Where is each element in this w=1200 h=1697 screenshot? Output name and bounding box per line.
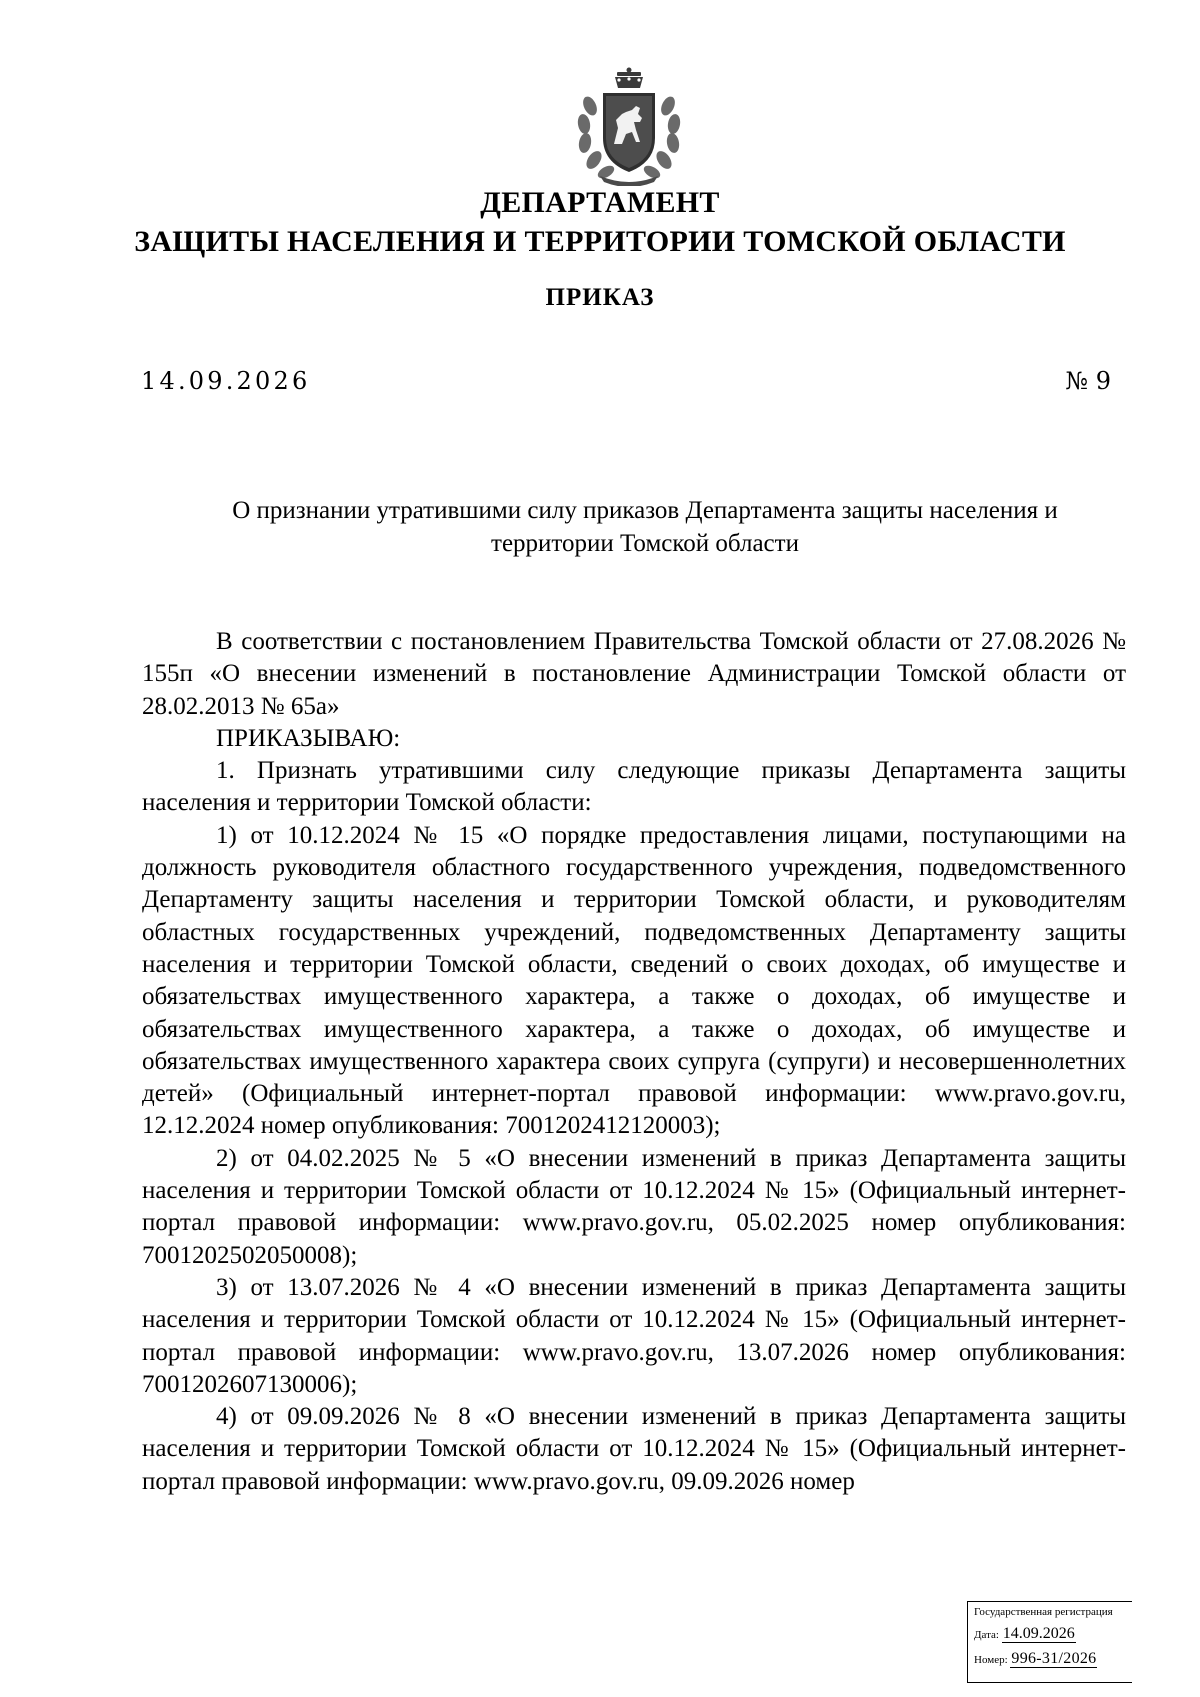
registration-date-label: Дата: [974, 1629, 999, 1641]
registration-number-value: 996-31/2026 [1011, 1650, 1097, 1667]
order-number: № 9 [1065, 367, 1111, 395]
department-name-line1: ДЕПАРТАМЕНТ [480, 186, 720, 219]
registration-stamp [967, 1601, 1132, 1683]
registration-date-row [974, 1626, 1132, 1643]
document-type-title: ПРИКАЗ [545, 284, 655, 311]
registration-stamp-title: Государственная регистрация [974, 1606, 1113, 1618]
preamble-paragraph: В соответствии с постановлением Правительства Томской области от 27.08.2026 № 155п «О внесении изменений в постановление Администрации Томской области от 28.02.2013 № 65а» [142, 628, 1126, 720]
department-name-line2: ЗАЩИТЫ НАСЕЛЕНИЯ И ТЕРРИТОРИИ ТОМСКОЙ ОБЛАСТИ [134, 225, 1066, 258]
subitem-paragraph: 1) от 10.12.2024 № 15 «О порядке предоставления лицами, поступающими на должность руководителя областного государственного учреждения, подведомственного Департаменту защиты населения и территории Томской области, и руководителям областных государственных учреждений, подведомственных Департаменту защиты населения и территории Томской области, сведений о своих доходах, об имуществе и обязательствах имущественного характера, а также о доходах, об имуществе и обязательствах имущественного характера, а также о доходах, об имуществе и обязательствах имущественного характера своих супруга (супруги) и несовершеннолетних детей» (Официальный интернет-портал правовой информации: www.pravo.gov.ru, 12.12.2024 номер опубликования: 7001202412120003); [142, 821, 1126, 1140]
coat-of-arms-emblem [570, 66, 688, 186]
registration-date-value: 14.09.2026 [1002, 1625, 1075, 1642]
subitem-paragraph: 2) от 04.02.2025 № 5 «О внесении изменений в приказ Департамента защиты населения и территории Томской области от 10.12.2024 № 15» (Официальный интернет-портал правовой информации: www.pravo.gov.ru, 05.02.2025 номер опубликования: 7001202502050008); [142, 1144, 1126, 1269]
directive-paragraph: ПРИКАЗЫВАЮ: [216, 724, 401, 752]
order-subject: О признании утратившими силу приказов Департамента защиты населения и территории Томской области [232, 497, 1058, 557]
subitem-paragraph: 3) от 13.07.2026 № 4 «О внесении изменений в приказ Департамента защиты населения и территории Томской области от 10.12.2024 № 15» (Официальный интернет-портал правовой информации: www.pravo.gov.ru, 13.07.2026 номер опубликования: 7001202607130006); [142, 1273, 1126, 1398]
registration-number-label: Номер: [974, 1654, 1008, 1666]
order-body [142, 626, 1126, 1498]
registration-number-row [974, 1651, 1132, 1668]
item-1-paragraph: 1. Признать утратившими силу следующие приказы Департамента защиты населения и территории Томской области: [142, 757, 1126, 817]
order-date: 14.09.2026 [141, 367, 311, 395]
subitem-paragraph: 4) от 09.09.2026 № 8 «О внесении изменений в приказ Департамента защиты населения и территории Томской области от 10.12.2024 № 15» (Официальный интернет-портал правовой информации: www.pravo.gov.ru, 09.09.2026 номер [142, 1403, 1126, 1495]
